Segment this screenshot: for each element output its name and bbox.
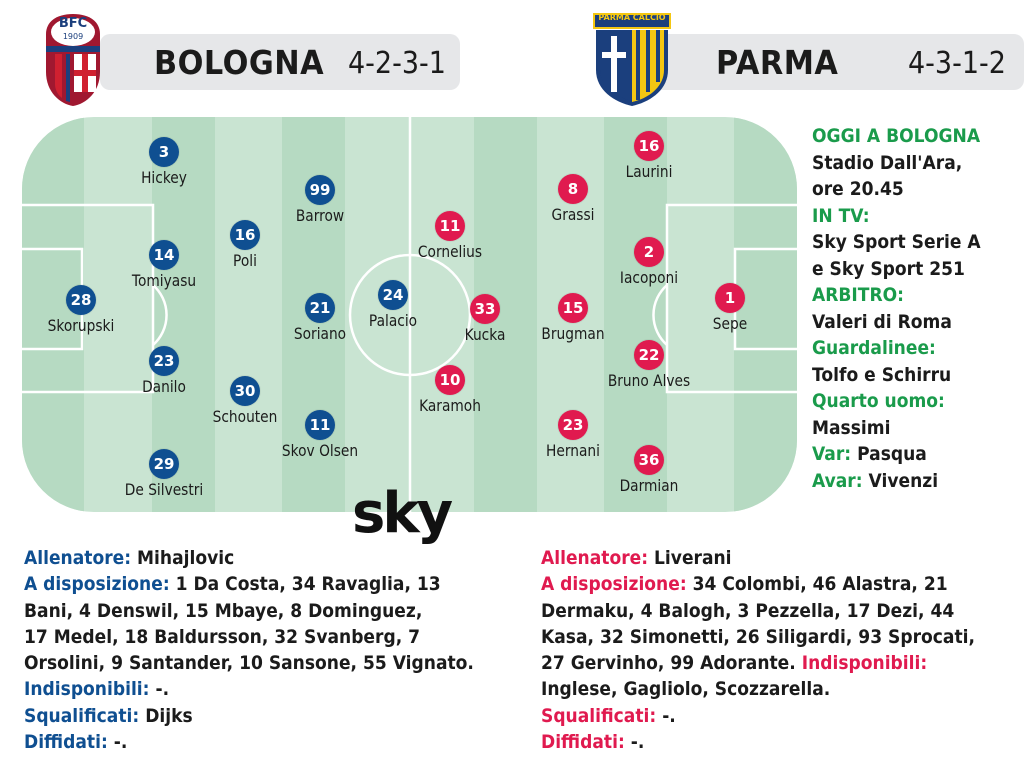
- player-number: 10: [435, 365, 465, 395]
- info-avar-line: [812, 468, 1010, 495]
- home-warned-line: [24, 729, 474, 755]
- away-suspended: -.: [662, 704, 676, 727]
- away-team-name: PARMA: [716, 43, 839, 82]
- bologna-crest-year: 1909: [62, 32, 84, 41]
- player-name: Laurini: [625, 162, 673, 181]
- away-unavailable-label: Indisponibili:: [801, 652, 928, 675]
- player-name: Palacio: [368, 311, 418, 330]
- player-name: Skov Olsen: [281, 441, 359, 460]
- home-unavailable: -.: [155, 678, 170, 701]
- player-number: 16: [634, 131, 664, 161]
- player-number: 11: [435, 211, 465, 241]
- player-name: Tomiyasu: [131, 271, 197, 290]
- home-details: [24, 545, 524, 755]
- info-venue: Stadio Dall'Ara,: [812, 151, 963, 174]
- home-unavailable-label: Indisponibili:: [24, 678, 150, 701]
- match-info: [812, 123, 1032, 494]
- away-bench-line-4: [541, 650, 975, 676]
- player-number: 8: [558, 174, 588, 204]
- away-bench-line-3: Kasa, 32 Simonetti, 26 Siligardi, 93 Sprocati,: [541, 625, 975, 648]
- away-suspended-label: Squalificati:: [541, 704, 657, 727]
- info-var-label: Var:: [812, 443, 852, 465]
- player-name: Iacoponi: [619, 268, 679, 287]
- home-formation: 4-2-3-1: [348, 46, 446, 81]
- player-name: Cornelius: [417, 242, 483, 261]
- player-name: Schouten: [212, 407, 278, 426]
- player-number: 24: [378, 280, 408, 310]
- info-referee-label: ARBITRO:: [812, 284, 905, 306]
- player-name: Brugman: [541, 324, 605, 343]
- away-bench-line-2: Dermaku, 4 Balogh, 3 Pezzella, 17 Dezi, 44: [541, 599, 955, 622]
- bologna-crest-text: BFC: [58, 16, 88, 31]
- player-name: Bruno Alves: [607, 371, 691, 390]
- player-number: 1: [715, 283, 745, 313]
- player-number: 30: [230, 376, 260, 406]
- player-number: 22: [634, 340, 664, 370]
- player-number: 23: [558, 410, 588, 440]
- player-name: Sepe: [712, 314, 748, 333]
- info-linesmen: Tolfo e Schirru: [812, 363, 952, 386]
- info-referee: Valeri di Roma: [812, 310, 952, 333]
- player-number: 33: [470, 294, 500, 324]
- player-number: 11: [305, 410, 335, 440]
- home-suspended-label: Squalificati:: [24, 704, 140, 727]
- player-name: Danilo: [142, 377, 186, 396]
- away-warned-line: [541, 729, 975, 755]
- away-coach-label: Allenatore:: [541, 547, 649, 569]
- player-number: 21: [305, 293, 335, 323]
- home-bench-line-4: Orsolini, 9 Santander, 10 Sansone, 55 Vignato.: [24, 652, 474, 675]
- away-bench-first: 34 Colombi, 46 Alastra, 21: [692, 573, 948, 596]
- home-bench-text: 1 Da Costa, 34 Ravaglia, 13: [175, 573, 441, 596]
- player-name: Barrow: [295, 206, 345, 225]
- player-number: 36: [634, 445, 664, 475]
- home-bench-line-1: [24, 571, 474, 597]
- parma-crest: [592, 12, 672, 108]
- info-today-label: OGGI A BOLOGNA: [812, 125, 981, 147]
- away-bench-label: A disposizione:: [541, 573, 687, 596]
- player-number: 23: [149, 346, 179, 376]
- home-warned: -.: [113, 731, 128, 754]
- home-team-name: BOLOGNA: [154, 43, 325, 82]
- home-coach-line: [24, 545, 474, 571]
- info-time: ore 20.45: [812, 178, 904, 200]
- away-warned-label: Diffidati:: [541, 731, 625, 754]
- player-name: Karamoh: [419, 396, 481, 415]
- player-number: 15: [558, 293, 588, 323]
- home-suspended-line: [24, 703, 474, 729]
- info-avar: Vivenzi: [868, 469, 939, 492]
- player-name: Hickey: [141, 168, 187, 187]
- home-warned-label: Diffidati:: [24, 731, 108, 754]
- info-fourth: Massimi: [812, 416, 891, 439]
- away-coach-line: [541, 545, 975, 571]
- info-tv-1: Sky Sport Serie A: [812, 231, 981, 253]
- away-coach: Liverani: [654, 547, 732, 569]
- away-bench-last: 27 Gervinho, 99 Adorante.: [541, 652, 796, 675]
- player-name: Darmian: [619, 476, 679, 495]
- away-formation: 4-3-1-2: [908, 46, 1006, 81]
- player-name: Skorupski: [47, 316, 115, 335]
- home-coach: Mihajlovic: [137, 547, 235, 569]
- info-var: Pasqua: [857, 443, 927, 465]
- player-name: Poli: [233, 251, 257, 270]
- away-unavailable: Inglese, Gagliolo, Scozzarella.: [541, 678, 831, 701]
- player-name: De Silvestri: [124, 480, 204, 499]
- home-suspended: Dijks: [145, 704, 193, 727]
- home-bench-label: A disposizione:: [24, 573, 170, 596]
- info-linesmen-label: Guardalinee:: [812, 337, 936, 359]
- home-coach-label: Allenatore:: [24, 547, 132, 569]
- player-number: 29: [149, 449, 179, 479]
- player-number: 2: [634, 237, 664, 267]
- home-bench-line-2: Bani, 4 Denswil, 15 Mbaye, 8 Dominguez,: [24, 599, 423, 622]
- info-tv-label: IN TV:: [812, 204, 870, 227]
- away-bench-line-1: [541, 571, 975, 597]
- info-fourth-label: Quarto uomo:: [812, 390, 945, 412]
- home-unavailable-line: [24, 676, 474, 702]
- player-name: Kucka: [464, 325, 506, 344]
- away-details: [541, 545, 1023, 755]
- parma-crest-text: PARMA CALCIO: [598, 13, 666, 22]
- home-bench-line-3: 17 Medel, 18 Baldursson, 32 Svanberg, 7: [24, 625, 421, 648]
- player-name: Grassi: [551, 205, 595, 224]
- player-number: 3: [149, 137, 179, 167]
- player-number: 14: [149, 240, 179, 270]
- player-number: 16: [230, 220, 260, 250]
- info-var-line: [812, 441, 1010, 468]
- info-avar-label: Avar:: [812, 469, 863, 492]
- sky-logo: sky: [352, 481, 451, 546]
- info-tv-2: e Sky Sport 251: [812, 257, 965, 280]
- player-name: Soriano: [293, 324, 347, 343]
- away-warned: -.: [630, 731, 645, 754]
- player-number: 28: [66, 285, 96, 315]
- player-name: Hernani: [546, 441, 600, 460]
- away-suspended-line: [541, 703, 975, 729]
- player-number: 99: [305, 175, 335, 205]
